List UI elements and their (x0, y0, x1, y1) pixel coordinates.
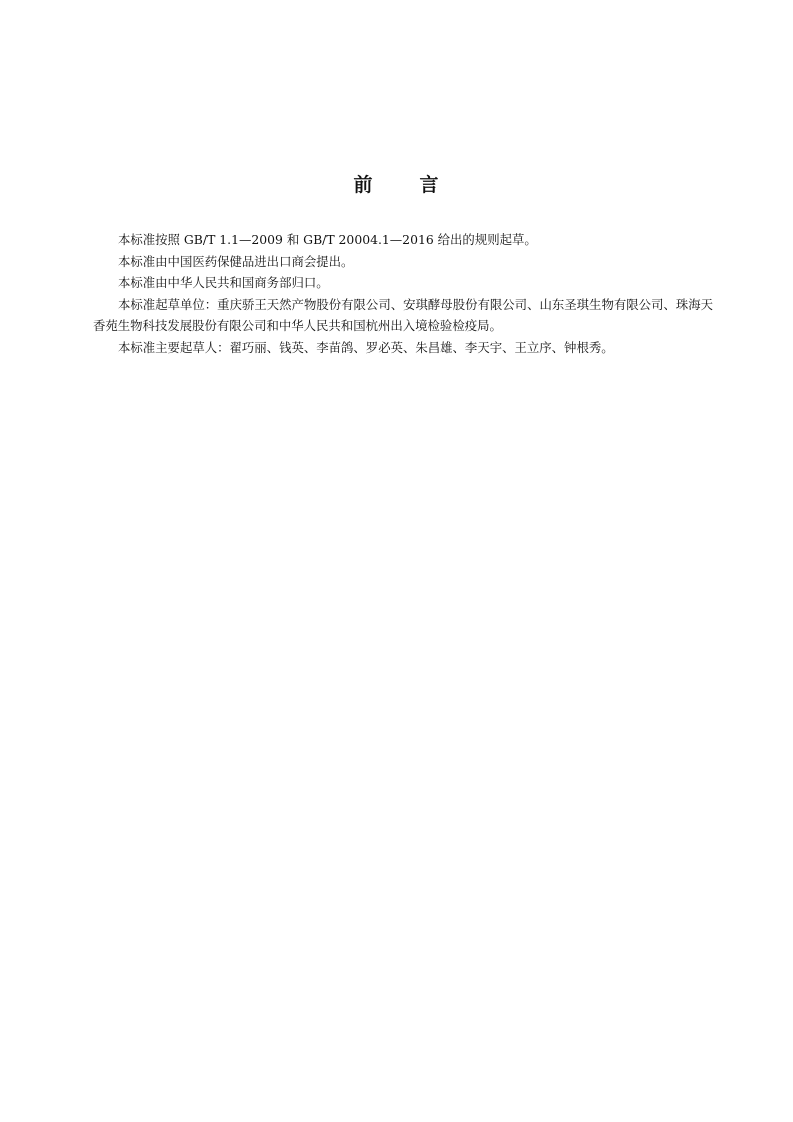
page-title (0, 170, 793, 197)
title-char-1: 前 (353, 174, 374, 196)
paragraph-drafters: 本标准主要起草人：翟巧丽、钱英、李苗鸽、罗必英、朱昌雄、李天宇、王立序、钟根秀。 (118, 339, 614, 355)
paragraph-drafting-units: 本标准起草单位：重庆骄王天然产物股份有限公司、安琪酵母股份有限公司、山东圣琪生物有限公司、珠海天香苑生物科技发展股份有限公司和中华人民共和国杭州出入境检验检疫局。 (93, 296, 713, 333)
paragraph-administrator: 本标准由中华人民共和国商务部归口。 (118, 275, 329, 290)
foreword-body (93, 229, 713, 358)
paragraph-proposer: 本标准由中国医药保健品进出口商会提出。 (118, 253, 354, 269)
paragraph-drafting-rules: 本标准按照 GB/T 1.1—2009 和 GB/T 20004.1—2016 给出的规则起草。 (118, 232, 537, 247)
title-char-2: 言 (419, 174, 440, 196)
